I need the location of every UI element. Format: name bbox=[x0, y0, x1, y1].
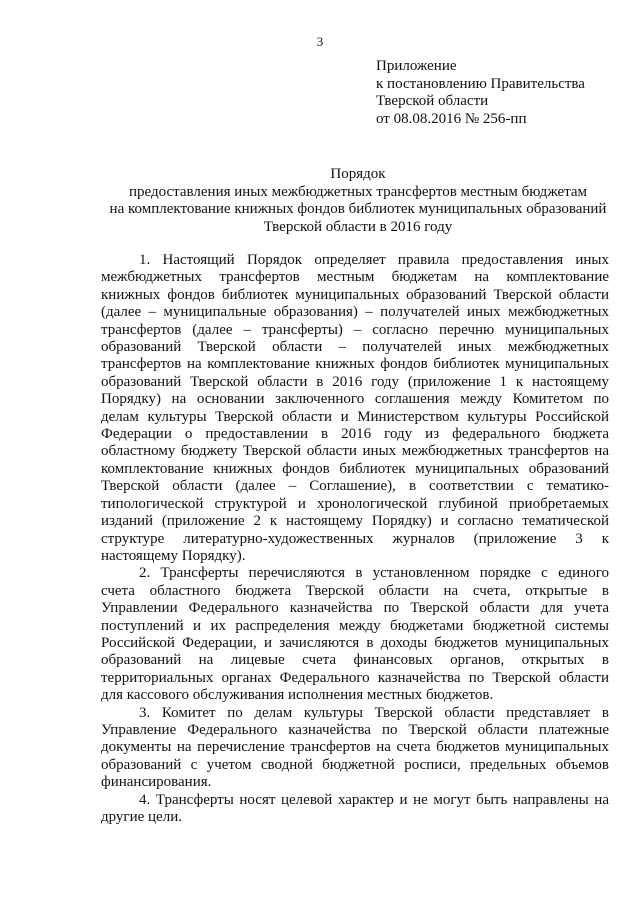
text-line: (далее – муниципальные образования) – получателей иных межбюджетных bbox=[101, 304, 609, 321]
paragraph-1 bbox=[101, 252, 609, 565]
paragraph-2 bbox=[101, 565, 609, 704]
text-line: книжных фондов библиотек муниципальных образований Тверской области bbox=[101, 286, 609, 303]
text-line: типологической структурой и хронологической глубиной приобретаемых bbox=[101, 495, 609, 512]
text-line: 2. Трансферты перечисляются в установленном порядке с единого bbox=[139, 565, 609, 582]
text-line: документы на перечисление трансфертов на счета бюджетов муниципальных bbox=[101, 739, 609, 756]
title-line: на комплектование книжных фондов библиотек муниципальных образований bbox=[109, 201, 607, 217]
text-line: Порядку) на основании заключенного соглашения между Комитетом по bbox=[101, 391, 609, 408]
text-line: Федерации о предоставлении в 2016 году из федерального бюджета bbox=[101, 426, 609, 443]
text-line: образований с учетом сводной бюджетной росписи, предельных объемов bbox=[101, 756, 609, 773]
text-line: счета областного бюджета Тверской области на счета, открытые в bbox=[101, 582, 609, 599]
text-line: делам культуры Тверской области и Министерством культуры Российской bbox=[101, 408, 609, 425]
text-line: для кассового обслуживания исполнения местных бюджетов. bbox=[101, 687, 494, 704]
text-line: трансфертов на комплектование книжных фондов библиотек муниципальных bbox=[101, 356, 609, 373]
text-line: 1. Настоящий Порядок определяет правила предоставления иных bbox=[139, 252, 609, 268]
text-line: комплектование книжных фондов библиотек муниципальных образований bbox=[101, 460, 609, 477]
document-title bbox=[90, 166, 626, 236]
text-line: 4. Трансферты носят целевой характер и не могут быть направлены на bbox=[139, 791, 609, 808]
text-line: Российской Федерации, и зачисляются в доходы бюджетов муниципальных bbox=[101, 634, 609, 651]
text-line: Управлении Федерального казначейства по Тверской области для учета bbox=[101, 600, 609, 617]
title-line: предоставления иных межбюджетных трансфертов местным бюджетам bbox=[128, 183, 588, 200]
appendix-block bbox=[376, 58, 626, 128]
text-line: финансирования. bbox=[101, 774, 212, 791]
appendix-line: от 08.08.2016 № 256-пп bbox=[376, 110, 527, 127]
text-line: настоящему Порядку). bbox=[101, 547, 246, 564]
text-line: трансфертов (далее – трансферты) – согласно перечню муниципальных bbox=[101, 321, 609, 338]
text-line: областному бюджету Тверской области иных межбюджетных трансфертов на bbox=[101, 443, 609, 460]
text-line: Тверской области (далее – Соглашение), в соответствии с тематико- bbox=[101, 478, 609, 495]
text-line: образований на лицевые счета финансовых органов, открытых в bbox=[101, 652, 609, 669]
appendix-line: Приложение bbox=[376, 58, 457, 74]
text-line: изданий (приложение 2 к настоящему Порядку) и согласно тематической bbox=[101, 513, 609, 530]
appendix-line: Тверской области bbox=[376, 93, 489, 109]
text-line: 3. Комитет по делам культуры Тверской области представляет в bbox=[139, 704, 609, 721]
paragraph-3 bbox=[101, 705, 609, 792]
text-line: структуре литературно-художественных журналов (приложение 3 к bbox=[101, 530, 609, 547]
appendix-line: к постановлению Правительства bbox=[376, 75, 585, 92]
page-number: 3 bbox=[316, 34, 324, 49]
title-heading: Порядок bbox=[330, 166, 386, 182]
text-line: межбюджетных трансфертов местным бюджетам на комплектование bbox=[101, 269, 609, 286]
text-line: образований Тверской области в 2016 году (приложение 1 к настоящему bbox=[101, 373, 609, 390]
document-body bbox=[101, 252, 609, 826]
paragraph-4 bbox=[101, 792, 609, 827]
text-line: поступлений и их распределения между бюджетами бюджетной системы bbox=[101, 617, 609, 634]
title-line: Тверской области в 2016 году bbox=[263, 218, 453, 235]
text-line: Управление Федерального казначейства по Тверской области платежные bbox=[101, 721, 609, 738]
text-line: территориальных органах Федерального казначейства по Тверской области bbox=[101, 669, 609, 686]
text-line: другие цели. bbox=[101, 809, 182, 825]
text-line: образований Тверской области – получателей иных межбюджетных bbox=[101, 339, 609, 356]
